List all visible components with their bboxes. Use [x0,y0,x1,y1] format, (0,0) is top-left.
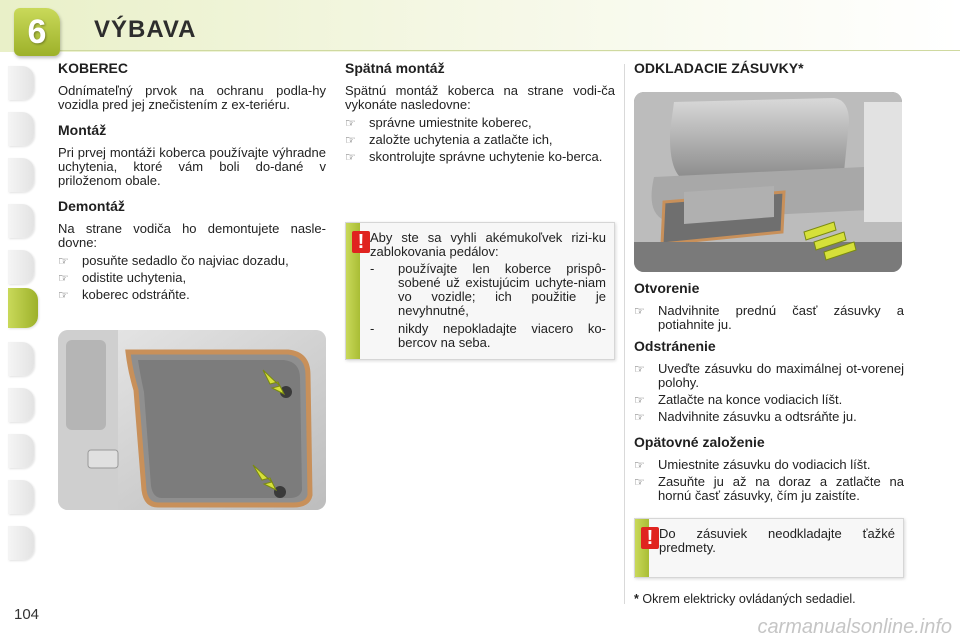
chapter-tab[interactable] [8,204,34,238]
refit-carpet-section [345,60,615,170]
carpet-svg [58,330,326,510]
pointing-hand-icon: ☞ [634,362,645,376]
chapter-tab[interactable] [8,66,34,100]
watermark: carmanualsonline.info [757,616,952,638]
drawer-warning-box [634,518,904,578]
list-item: ☞ skontrolujte správne uchytenie ko-berca. [345,149,603,164]
chapter-tab[interactable] [8,342,34,376]
pointing-hand-icon: ☞ [345,116,356,130]
drawers-section [634,60,904,84]
chapter-tab[interactable] [8,526,34,560]
warning-icon: ! [641,527,659,549]
list-item: - používajte len koberce prispô-sobené už existujúcim uchyte-niam vo vozidle; ich použitie je nevyhnutné, [370,261,606,318]
section-title-drawers: ODKLADACIE ZÁSUVKY* [634,60,804,76]
refit-carpet-steps [345,116,615,164]
pointing-hand-icon: ☞ [634,304,645,318]
chapter-badge [14,8,60,56]
section-title-refit: Opätovné založenie [634,434,765,450]
open-steps [634,304,904,332]
list-item: ☞ Nadvihnite zásuvku a odtsráňte ju. [634,409,857,424]
list-item: ☞ odistite uchytenia, [58,270,187,285]
refit-carpet-intro: Spätnú montáž koberca na strane vodi-ča vykonáte nasledovne: [345,83,615,112]
pointing-hand-icon: ☞ [634,393,645,407]
chapter-tab[interactable] [8,112,34,146]
pointing-hand-icon: ☞ [58,288,69,302]
pointing-hand-icon: ☞ [634,410,645,424]
list-item: ☞ posuňte sedadlo čo najviac dozadu, [58,253,289,268]
pointing-hand-icon: ☞ [345,133,356,147]
section-title-refit-carpet: Spätná montáž [345,60,445,76]
page-number: 104 [14,606,40,623]
warning-body [370,231,606,354]
footnote-star: * [634,592,639,606]
pointing-hand-icon: ☞ [58,254,69,268]
warning-intro: Aby ste sa vyhli akémukoľvek rizi-ku zablokovania pedálov: [370,230,606,259]
chapter-tab[interactable] [8,434,34,468]
chapter-title: VÝBAVA [94,16,197,43]
pointing-hand-icon: ☞ [634,475,645,489]
warning-items [370,262,606,350]
dismount-intro: Na strane vodiča ho demontujete nasle-dovne: [58,221,326,250]
header-rule [60,50,960,51]
chapter-number: 6 [27,12,47,51]
chapter-tab-active[interactable] [8,288,38,328]
pointing-hand-icon: ☞ [634,458,645,472]
mount-text: Pri prvej montáži koberca používajte výhradne uchytenia, ktoré vám boli do-dané v priloženom obale. [58,145,326,188]
dismount-steps [58,254,326,302]
column-divider [624,64,625,604]
warning-body [659,527,895,558]
carpet-intro: Odnímateľný prvok na ochranu podla-hy vozidla pred jej znečistením z ex-teriéru. [58,83,326,112]
section-title-carpet: KOBEREC [58,60,129,76]
remove-steps [634,362,904,424]
warning-icon: ! [352,231,370,253]
footnote-text: Okrem elektricky ovládaných sedadiel. [642,592,856,606]
pointing-hand-icon: ☞ [345,150,356,164]
chapter-tabs [0,60,40,580]
drawer-instructions [634,280,904,509]
list-item: ☞ správne umiestnite koberec, [345,115,532,130]
chapter-tab[interactable] [8,158,34,192]
chapter-tab[interactable] [8,388,34,422]
seat-drawer-illustration [634,92,902,272]
list-item: - nikdy nepokladajte viacero ko-bercov na seba. [370,321,606,350]
list-item: ☞ Umiestnite zásuvku do vodiacich líšt. [634,457,871,472]
refit-steps [634,458,904,503]
list-item: ☞ Uveďte zásuvku do maximálnej ot-vorenej polohy. [634,361,904,390]
footnote [634,592,856,606]
carpet-illustration [58,330,326,510]
list-item: ☞ založte uchytenia a zatlačte ich, [345,132,553,147]
section-title-remove: Odstránenie [634,338,716,354]
seat-drawer-svg [634,92,902,272]
list-item: ☞ Nadvihnite prednú časť zásuvky a potiahnite ju. [634,303,904,332]
list-item: ☞ koberec odstráňte. [58,287,190,302]
section-title-mount: Montáž [58,122,107,138]
list-item: ☞ Zatlačte na konce vodiacich líšt. [634,392,843,407]
chapter-tab[interactable] [8,250,34,284]
section-title-dismount: Demontáž [58,198,125,214]
section-title-open: Otvorenie [634,280,700,296]
list-item: ☞ Zasuňte ju až na doraz a zatlačte na hornú časť zásuvky, čím ju zaistíte. [634,474,904,503]
pedal-warning-box [345,222,615,360]
drawer-warning-text: Do zásuviek neodkladajte ťažké predmety. [659,526,895,555]
chapter-tab[interactable] [8,480,34,514]
carpet-section [58,60,326,308]
pointing-hand-icon: ☞ [58,271,69,285]
